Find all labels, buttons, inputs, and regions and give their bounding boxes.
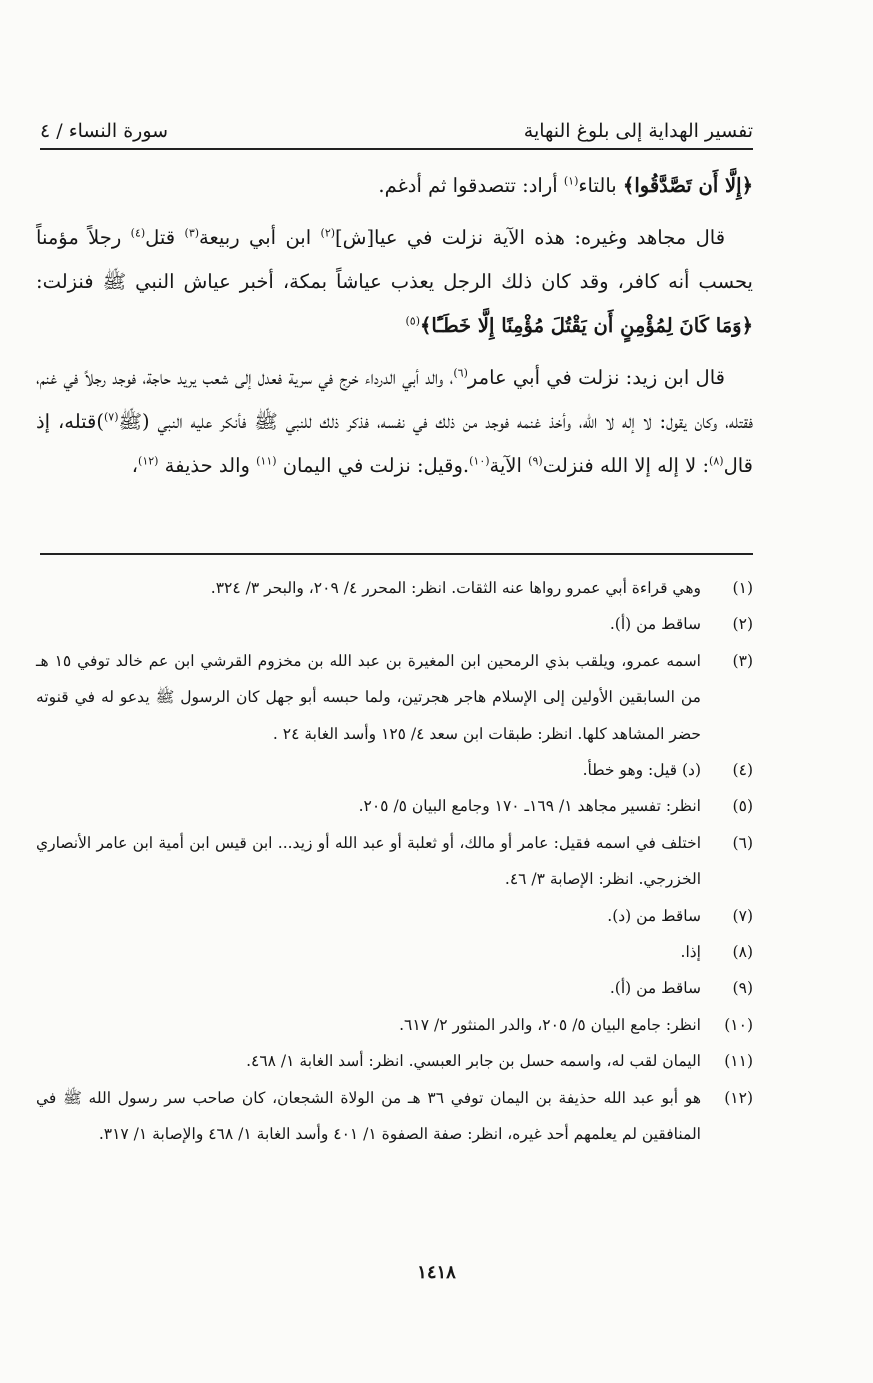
footnote-number: (١١)	[724, 1052, 753, 1071]
footnote-ref: (١٢)	[138, 454, 159, 468]
footnote-item	[36, 643, 753, 752]
footnote-number: (٢)	[732, 615, 753, 634]
footnote-ref: (١١)	[256, 454, 277, 468]
footnote-item	[36, 970, 753, 1006]
paragraph-2	[36, 216, 753, 348]
body-text-segment: ، والد أبي الدرداء خرج في سرية فعدل إلى شعب يريد حاجة، فوجد رجلاً في غنم، فقتله، وكان يقول: لا إله لا الله، وأخذ غنمه فوجد من ذلك في نفسه، فذكر ذلك للنبي ﷺ فأنكر عليه النبي (ﷺ	[36, 366, 753, 433]
body-text-segment: ،	[131, 454, 139, 477]
body-text-segment: ابن أبي ربيعة	[199, 226, 312, 249]
footnote-ref: (٩)	[528, 454, 543, 468]
footnote-text: إذا.	[680, 943, 701, 962]
footnote-ref: (٨)	[709, 454, 724, 468]
footnote-text: انظر: تفسير مجاهد ١/ ١٦٩ـ ١٧٠ وجامع البيان ٥/ ٢٠٥.	[358, 797, 701, 816]
body-text-segment: قال ابن زيد: نزلت في أبي عامر	[467, 366, 725, 389]
footnote-number: (١٠)	[724, 1015, 753, 1034]
paragraph-3	[36, 356, 753, 488]
footnote-text: ساقط من (أ).	[609, 615, 701, 634]
footnote-item	[36, 788, 753, 824]
footnote-number: (٤)	[732, 761, 753, 780]
footnote-item	[36, 570, 753, 606]
footnote-item	[36, 1043, 753, 1079]
footnote-text: اليمان لقب له، واسمه حسل بن جابر العبسي. انظر: أسد الغابة ١/ ٤٦٨.	[246, 1052, 701, 1071]
footnote-ref: (٦)	[453, 366, 468, 380]
body-text-segment: : لا إله إلا الله فنزلت	[542, 454, 710, 477]
body-text-segment: )قتله، إذ قال	[36, 410, 753, 477]
footnote-ref: (٢)	[320, 226, 336, 240]
footnote-number: (٧)	[732, 906, 753, 925]
body-text-segment: .وقيل: نزلت في اليمان	[282, 454, 470, 477]
body-text-segment: والد حذيفة	[164, 454, 250, 477]
footnote-separator	[40, 553, 753, 555]
footnote-item	[36, 606, 753, 642]
footnote-number: (١)	[732, 579, 753, 597]
footnote-text: هو أبو عبد الله حذيفة بن اليمان توفي ٣٦ هـ من الولاة الشجعان، كان صاحب سر رسول الله ﷺ في المنافقين لم يعلمهم أحد غيره، انظر: صفة الصفوة ١/ ٤٠١ وأسد الغابة ١/ ٤٦٨ والإصابة ١/ ٣١٧.	[36, 1088, 701, 1144]
footnote-item	[36, 825, 753, 898]
footnote-ref: (١)	[563, 174, 579, 188]
paragraph-1	[36, 164, 753, 208]
quran-quote: ﴿إِلَّا أَن تَصَّدَّقُوا﴾	[622, 174, 753, 197]
footnote-item	[36, 898, 753, 934]
body-text-segment: أراد: تتصدقوا ثم أدغم.	[378, 174, 558, 197]
header-divider	[40, 148, 753, 150]
main-text	[36, 164, 753, 488]
footnote-number: (٩)	[732, 979, 753, 998]
footnote-text: اختلف في اسمه فقيل: عامر أو مالك، أو ثعلبة أو عبد الله أو زيد... ابن قيس ابن أمية ابن عامر الأنصاري الخزرجي. انظر: الإصابة ٣/ ٤٦.	[36, 833, 701, 889]
footnote-number: (١٢)	[724, 1088, 753, 1107]
page-header	[40, 88, 753, 142]
footnotes-section	[36, 570, 753, 1153]
footnote-ref: (٧)	[103, 410, 119, 424]
body-text-segment: بالتاء	[578, 174, 617, 197]
footnote-number: (٣)	[732, 651, 753, 670]
footnote-text: ساقط من (أ).	[609, 979, 701, 998]
footnote-ref: (٥)	[405, 314, 420, 328]
body-text-segment: قتل	[145, 226, 176, 249]
footnote-number: (٨)	[732, 943, 753, 962]
page-number: ١٤١٨	[417, 1262, 456, 1283]
footnote-item	[36, 934, 753, 970]
footnote-text: (د) قيل: وهو خطأ.	[582, 761, 701, 780]
footnote-ref: (١٠)	[469, 454, 490, 468]
footnote-number: (٥)	[732, 797, 753, 816]
footnote-text: انظر: جامع البيان ٥/ ٢٠٥، والدر المنثور ٢/ ٦١٧.	[399, 1015, 701, 1034]
footnote-ref: (٣)	[184, 226, 200, 240]
body-text-segment: قال مجاهد وغيره: هذه الآية نزلت في عيا[ش]	[335, 226, 726, 249]
footnote-ref: (٤)	[130, 226, 146, 240]
footnote-text: ساقط من (د).	[607, 906, 701, 925]
footnote-text: وهي قراءة أبي عمرو رواها عنه الثقات. انظر: المحرر ٤/ ٢٠٩، والبحر ٣/ ٣٢٤.	[210, 579, 701, 597]
footnote-item	[36, 1007, 753, 1043]
footnote-item	[36, 1080, 753, 1153]
footnote-number: (٦)	[732, 833, 753, 852]
footnote-text: اسمه عمرو، ويلقب بذي الرمحين ابن المغيرة بن عبد الله بن مخزوم القرشي ابن عم خالد توفي ١٥ هـ من السابقين الأولين إلى الإسلام هاجر هجرتين، ولما حبسه أبو جهل كان الرسول ﷺ يدعو له في قنوته حضر المشاهد كلها. انظر: طبقات ابن سعد ٤/ ١٢٥ وأسد الغابة ٢٤ .	[36, 651, 701, 743]
quran-quote: ﴿وَمَا كَانَ لِمُؤْمِنٍ أَن يَقْتُلَ مُؤْمِنًا إِلَّا خَطَـًٔا﴾	[419, 314, 753, 337]
book-title: تفسير الهداية إلى بلوغ النهاية	[523, 120, 753, 142]
surah-label: سورة النساء / ٤	[40, 120, 169, 142]
body-text-segment: رجلاً مؤمناً يحسب أنه كافر، وقد كان ذلك الرجل يعذب عياشاً بمكة، أخبر عياش النبي ﷺ فنزلت:	[36, 226, 753, 293]
body-text-segment: الآية	[489, 454, 522, 477]
footnote-item	[36, 752, 753, 788]
